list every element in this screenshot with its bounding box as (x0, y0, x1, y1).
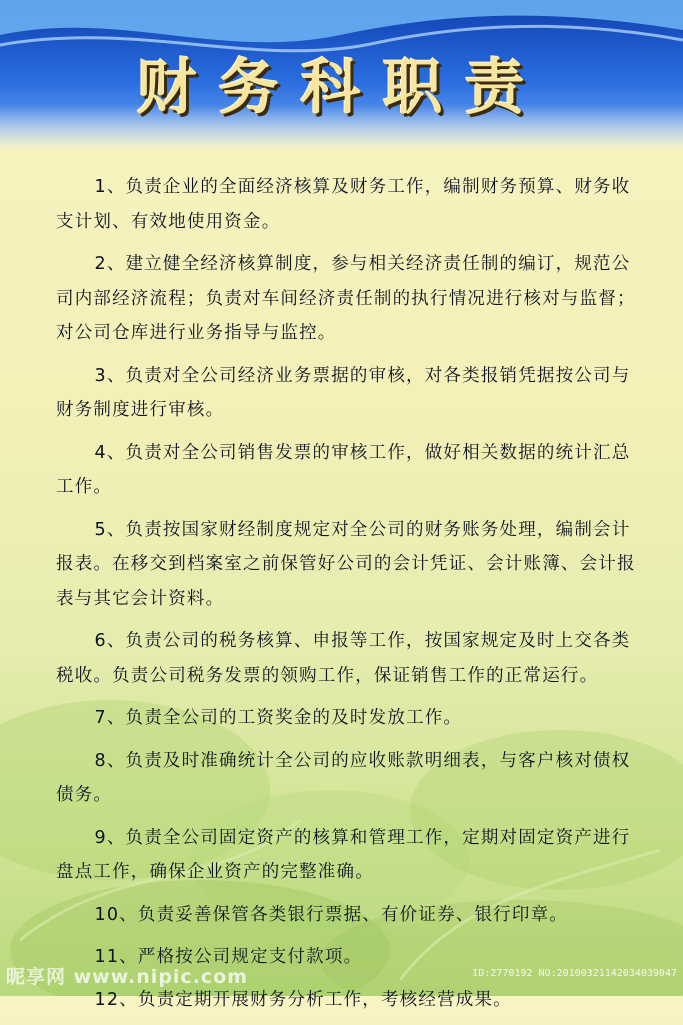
list-item: 3、负责对全公司经济业务票据的审核，对各类报销凭据按公司与财务制度进行审核。 (56, 365, 631, 420)
list-item: 7、负责全公司的工资奖金的及时发放工作。 (94, 708, 463, 728)
list-item: 12、负责定期开展财务分析工作，考核经营成果。 (94, 989, 512, 1010)
list-item: 8、负责及时准确统计全公司的应收账款明细表，与客户核对债权债务。 (56, 750, 631, 805)
header-banner (0, 0, 683, 150)
image-id-watermark: ID:2770192 NO:20100321142034039047 (472, 968, 677, 979)
site-watermark: 昵享网 www.nipic.com (6, 966, 249, 988)
list-item: 6、负责公司的税务核算、申报等工作，按国家规定及时上交各类税收。负责公司税务发票的领购工作，保证销售工作的正常运行。 (56, 631, 631, 686)
list-item: 2、建立健全经济核算制度，参与相关经济责任制的编订，规范公司内部经济流程；负责对车间经济责任制的执行情况进行核对与监督；对公司仓库进行业务指导与监控。 (56, 254, 636, 343)
list-item: 10、负责妥善保管各类银行票据、有价证券、银行印章。 (94, 904, 568, 925)
list-item: 5、负责按国家财经制度规定对全公司的财务账务处理，编制会计报表。在移交到档案室之前保管好公司的会计凭证、会计账簿、会计报表与其它会计资料。 (56, 519, 636, 609)
page-title: 财务科职责 (136, 53, 547, 123)
list-item: 1、负责企业的全面经济核算及财务工作，编制财务预算、财务收支计划、有效地使用资金。 (56, 177, 631, 232)
responsibilities-list (56, 170, 646, 1025)
list-item: 11、严格按公司规定支付款项。 (94, 947, 363, 967)
list-item: 4、负责对全公司销售发票的审核工作，做好相关数据的统计汇总工作。 (56, 442, 631, 497)
list-item: 9、负责全公司固定资产的核算和管理工作，定期对固定资产进行盘点工作，确保企业资产的完整准确。 (56, 827, 631, 882)
